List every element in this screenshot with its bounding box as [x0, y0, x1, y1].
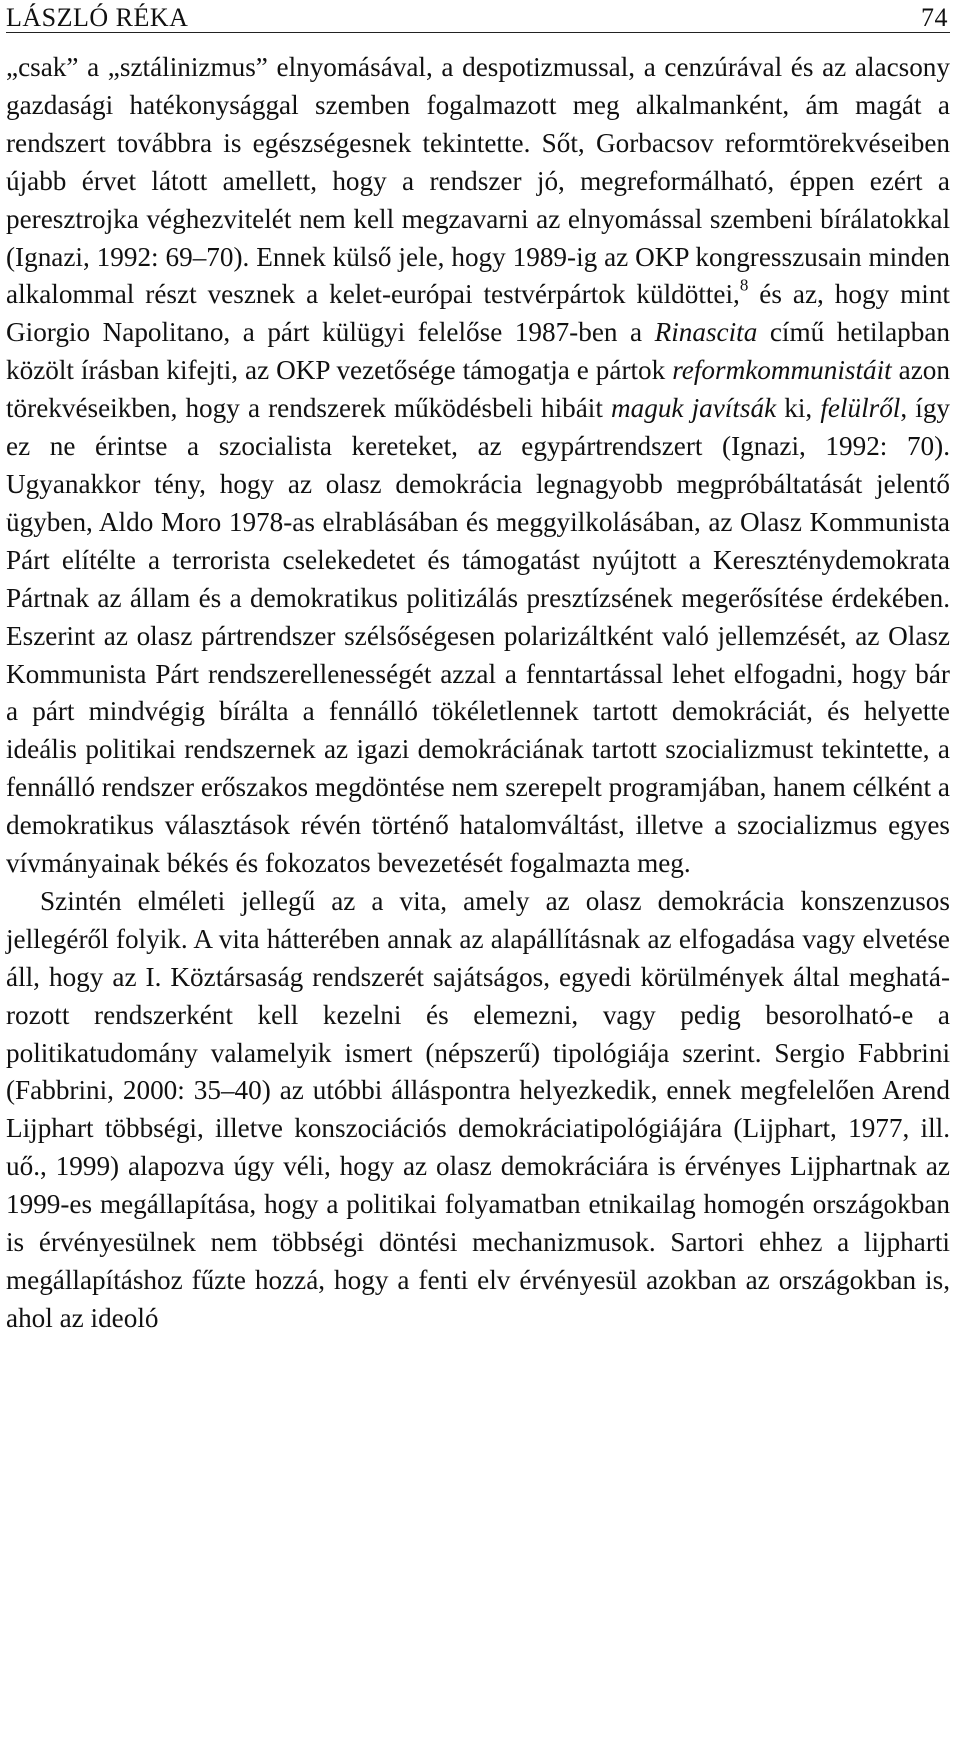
italic-phrase: maguk javítsák [611, 393, 777, 424]
text-run: Szintén elméleti jellegű az a vita, amely az olasz demokrácia konszenzusos jellegéről folyik. A vita hátterében annak az alapállításnak az elfogadása vagy elvetése áll, hogy az I. Köztársaság rendszerét sajátságos, egyedi körülmények által meghatározott rendszerként kell kezelni és elemezni, vagy pedig besorolható-e a politikatudomány valamelyik ismert (népszerű) tipológiája szerint. Sergio Fabbrini (Fabbrini, 2000: 35–40) az utóbbi álláspontra helyezkedik, ennek megfelelően Arend Lijphart többségi, illetve konszociációs demokráciatipológiájára (Lijphart, 1977, ill. uő., 1999) alapozva úgy véli, hogy az olasz demokráciára is érvényes Lijphartnak az 1999-es megállapítása, hogy a politikai folyamatban etnikailag homogén országokban is érvényesülnek nem többségi döntési mechanizmusok. Sartori ehhez a lijpharti megállapításhoz fűzte hozzá, hogy a fenti elv érvényesül azokban az országokban is, ahol az ideoló [6, 885, 950, 1333]
italic-phrase: Rinascita [654, 317, 758, 348]
text-run: , így ez ne érintse a szocialista kereteket, az egypártrendszert (Ignazi, 1992: 70). Ugyanakkor tény, hogy az olasz demokrácia legnagyobb megpróbáltatását jelentő ügyben, Aldo Moro 1978-as elrablásában és meggyilkolásában, az Olasz Kommunista Párt elítélte a terrorista cselekedetet és támogatást nyújtott a Kereszténydemokrata Pártnak az állam és a demokratikus politizálás presztízsének megerősítése érdekében. Eszerint az olasz pártrendszer szélsőségesen polarizáltként való jellemzését, az Olasz Kommunista Párt rendszerellenességét azzal a fenntartással lehet elfogadni, hogy bár a párt mindvégig bírálta a fennálló tökéletlennek tartott demokráciát, és helyette ideális politikai rendszernek az igazi demokráciának tartott szocializmust tekintette, a fennálló rendszer erőszakos megdöntése nem szerepelt programjában, hanem célként a demokratikus választások révén történő hatalomváltást, illetve a szocializmus egyes vívmányainak békés és fokozatos bevezetését fogalmazta meg. [6, 393, 951, 879]
text-run: és az, hogy mint Giorgio Napolitano, a párt külügyi felelőse 1987-ben a [6, 279, 950, 348]
running-header [6, 0, 950, 33]
running-title: LÁSZLÓ RÉKA [6, 3, 189, 32]
paragraph [6, 883, 950, 1338]
text-run: azon törekvéseikben, hogy a rendszerek működésbeli hibáit [6, 355, 950, 424]
italic-phrase: reformkommunistáit [672, 355, 892, 386]
text-run: című hetilapban közölt írásban kifejti, az OKP vezetősége támogatja e pártok [6, 317, 950, 386]
text-run: „csak” a „sztálinizmus” elnyomásával, a despotizmussal, a cenzúrával és az alacsony gazdasági hatékonysággal szemben fogalmazott meg alkalmanként, ám magát a rendszert továbbra is egészségesnek tekintette. Sőt, Gorbacsov reformtörekvéseiben újabb érvet látott amellett, hogy a rendszer jó, megreformálható, éppen ezért a peresztrojka véghezvitelét nem kell megzavarni az elnyomással szembeni bírálatokkal (Ignazi, 1992: 69–70). Ennek külső jele, hogy 1989-ig az OKP kongresszusain minden alkalommal részt vesznek a kelet-európai testvérpártok küldöttei, [6, 52, 950, 310]
page-number: 74 [921, 3, 948, 32]
italic-phrase: felülről [820, 393, 901, 424]
text-run: ki, [776, 393, 821, 424]
body-text [6, 49, 950, 1338]
footnote-ref: 8 [739, 275, 749, 295]
paragraph [6, 49, 950, 883]
